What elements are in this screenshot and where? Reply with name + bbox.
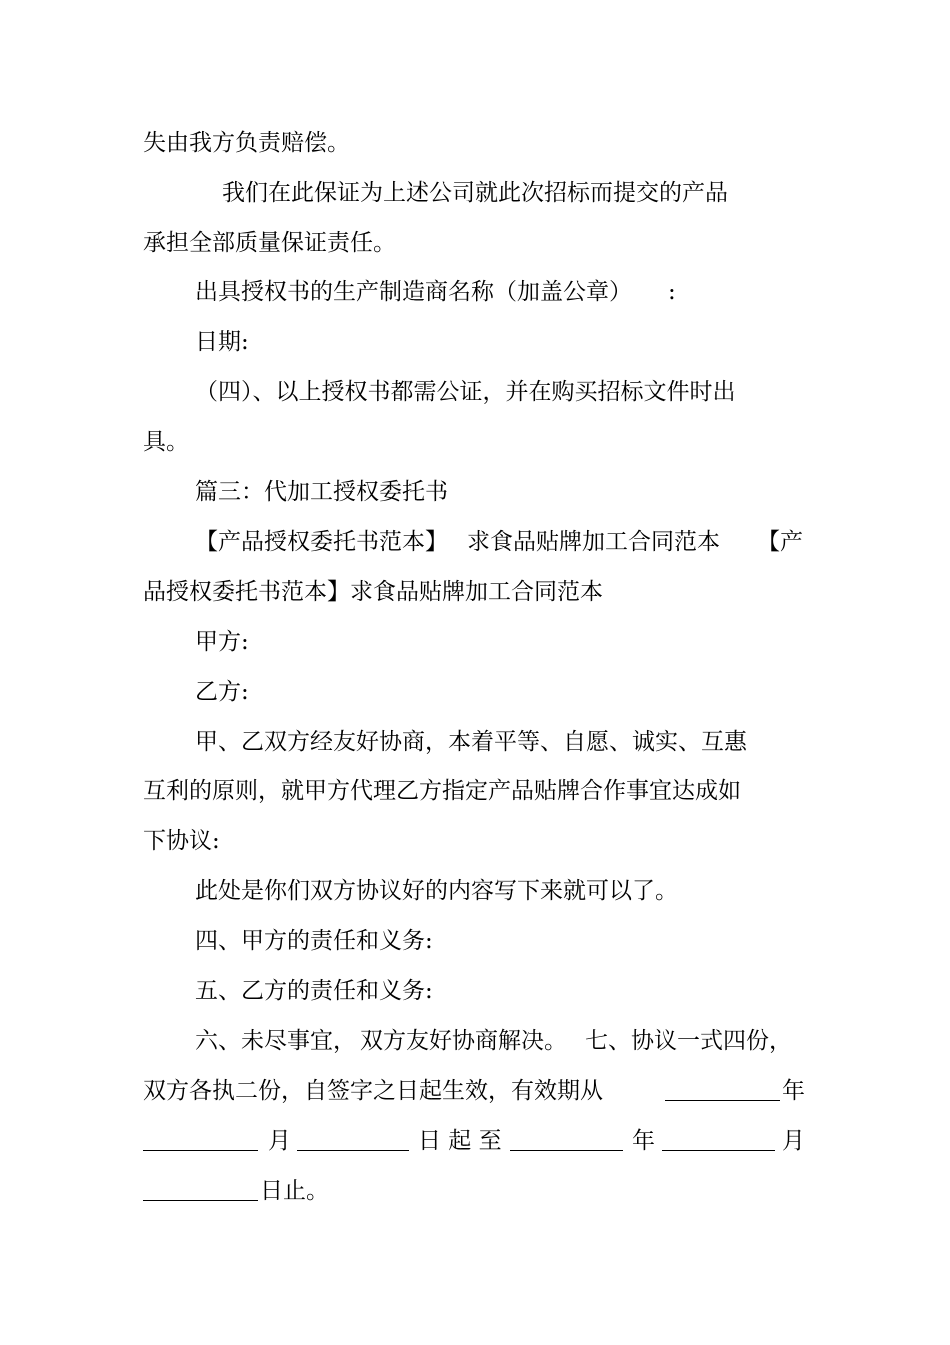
- end-month-blank: [662, 1126, 775, 1156]
- blank-line: [143, 1176, 258, 1201]
- line-5-date: 日期:: [195, 329, 249, 355]
- line-13: 甲、乙双方经友好协商，本着平等、自愿、诚实、互惠: [195, 729, 747, 755]
- party-a-label: 甲方:: [195, 629, 249, 655]
- end-day-unit: 日止。: [260, 1178, 329, 1204]
- blank-line: [665, 1076, 780, 1101]
- manufacturer-name-label: 出具授权书的生产制造商名称（加盖公章）: [195, 279, 632, 305]
- end-day-blank: [143, 1176, 258, 1206]
- end-year-blank: [510, 1126, 623, 1156]
- line-6: （四）、以上授权书都需公证，并在购买招标文件时出: [195, 379, 736, 405]
- line-19c: 七、协议一式四份，: [585, 1028, 792, 1054]
- blank-line: [143, 1126, 258, 1151]
- line-17: 四、甲方的责任和义务:: [195, 928, 433, 954]
- line-9c: 【产: [757, 529, 803, 555]
- line-4-colon: :: [668, 279, 676, 305]
- start-year-unit: 年: [782, 1078, 805, 1104]
- line-1: 失由我方负责赔偿。: [143, 130, 350, 156]
- blank-line: [510, 1126, 623, 1151]
- end-month-unit: 月: [782, 1128, 805, 1154]
- day-from-to: 日 起 至: [418, 1128, 502, 1154]
- line-4: [195, 277, 632, 307]
- line-3: 承担全部质量保证责任。: [143, 230, 396, 256]
- line-14: 互利的原则，就甲方代理乙方指定产品贴牌合作事宜达成如: [143, 778, 741, 804]
- line-20: 双方各执二份，自签字之日起生效，有效期从: [143, 1078, 603, 1104]
- start-month-blank: [143, 1126, 258, 1156]
- end-year-unit: 年: [632, 1128, 655, 1154]
- section-heading: 篇三：代加工授权委托书: [195, 479, 448, 505]
- blank-line: [662, 1126, 775, 1151]
- blank-line: [297, 1126, 409, 1151]
- line-16: 此处是你们双方协议好的内容写下来就可以了。: [195, 878, 678, 904]
- party-b-label: 乙方:: [195, 679, 249, 705]
- start-year-blank: [665, 1076, 780, 1106]
- line-2: 我们在此保证为上述公司就此次招标而提交的产品: [222, 180, 728, 206]
- start-month-unit: 月: [268, 1128, 291, 1154]
- line-9a: 【产品授权委托书范本】: [195, 529, 448, 555]
- line-9b: 求食品贴牌加工合同范本: [467, 529, 720, 555]
- line-10: 品授权委托书范本】求食品贴牌加工合同范本: [143, 579, 603, 605]
- start-day-blank: [297, 1126, 409, 1156]
- line-15: 下协议:: [143, 828, 220, 854]
- line-7: 具。: [143, 429, 189, 455]
- line-19a: 六、未尽事宜，: [195, 1028, 356, 1054]
- line-18: 五、乙方的责任和义务:: [195, 978, 433, 1004]
- line-19b: 双方友好协商解决。: [360, 1028, 567, 1054]
